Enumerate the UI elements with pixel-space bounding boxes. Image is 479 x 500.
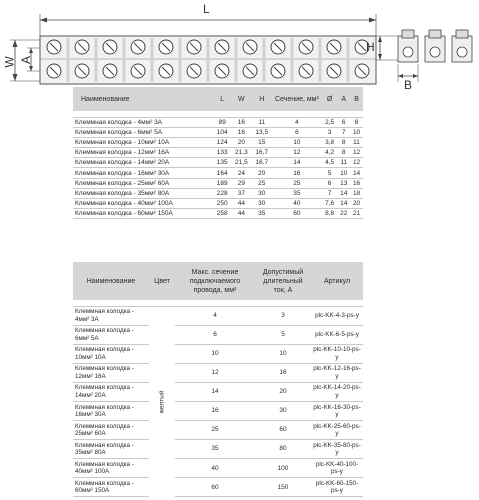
dimension-L-label: L [203,2,210,16]
table-row [73,178,363,188]
value-cell: 10 [350,127,363,137]
value-cell: 14 [337,188,350,198]
table-row [73,478,363,497]
value-cell: 15 [252,137,272,147]
module-separator [151,38,154,82]
value-cell: 104 [213,127,231,137]
product-name-cell: Клеммная колодка - 35мм² 80А [73,188,213,198]
article-cell: plc-KK-40-100-ps-y [311,459,363,478]
module-separator [179,38,182,82]
current-cell: 80 [255,440,311,459]
side-view-wire-hole [430,47,440,57]
value-cell: 8 [337,137,350,147]
value-cell: 3,8 [322,137,337,147]
value-cell: 8,8 [322,209,337,219]
product-name-cell: Клеммная колодка - 60мм² 150А [73,209,213,219]
value-cell: 20 [350,199,363,209]
max-section-cell: 6 [175,325,255,344]
value-cell: 3 [322,127,337,137]
value-cell: 6 [322,178,337,188]
value-cell: 44 [231,199,251,209]
header-name: Наименование [73,87,213,111]
value-cell: 60 [272,209,322,219]
module-separator [291,38,294,82]
header-B: B [350,87,363,111]
articles-table [73,262,363,497]
side-view-screw-head [456,30,468,38]
table-row [73,440,363,459]
value-cell: 16 [231,127,251,137]
header-diameter: Ø [322,87,337,111]
article-cell: plc-KK-12-16-ps-y [311,363,363,382]
table-row [73,137,363,147]
module-separator [235,38,238,82]
value-cell: 20 [231,137,251,147]
value-cell: 16 [272,168,322,178]
value-cell: 35 [272,188,322,198]
value-cell: 135 [213,158,231,168]
module-separator [95,38,98,82]
value-cell: 228 [213,188,231,198]
articles-table-header [73,262,363,300]
header-article: Артикул [311,262,363,300]
header-L: L [213,87,231,111]
article-cell: plc-KK-16-30-ps-y [311,401,363,420]
value-cell: 14 [350,168,363,178]
current-cell: 16 [255,363,311,382]
current-cell: 60 [255,421,311,440]
value-cell: 6 [272,127,322,137]
value-cell: 14 [272,158,322,168]
current-cell: 5 [255,325,311,344]
value-cell: 16,7 [252,148,272,158]
value-cell: 12 [272,148,322,158]
table-row [73,148,363,158]
current-cell: 10 [255,344,311,363]
value-cell: 25 [252,178,272,188]
value-cell: 11 [252,117,272,127]
value-cell: 30 [252,188,272,198]
value-cell: 35 [252,209,272,219]
header-name: Наименование [73,262,149,300]
value-cell: 4 [272,117,322,127]
product-name-cell: Клеммная колодка - 14мм² 20А [73,382,149,401]
value-cell: 40 [272,199,322,209]
max-section-cell: 40 [175,459,255,478]
max-section-cell: 14 [175,382,255,401]
article-cell: plc-KK-60-150-ps-y [311,478,363,497]
module-separator [347,38,350,82]
terminal-block-svg [0,0,479,90]
current-cell: 20 [255,382,311,401]
product-name-cell: Клеммная колодка - 16мм² 30А [73,401,149,420]
table-row [73,158,363,168]
table-row [73,117,363,127]
value-cell: 24 [231,168,251,178]
table-row [73,127,363,137]
article-cell: plc-KK-6-5-ps-y [311,325,363,344]
max-section-cell: 60 [175,478,255,497]
current-cell: 3 [255,306,311,325]
article-cell: plc-KK-10-10-ps-y [311,344,363,363]
value-cell: 7 [337,127,350,137]
max-section-cell: 16 [175,401,255,420]
article-cell: plc-KK-4-3-ps-y [311,306,363,325]
value-cell: 14 [337,199,350,209]
header-H: H [252,87,272,111]
module-separator [67,38,70,82]
value-cell: 13,5 [252,127,272,137]
value-cell: 10 [337,168,350,178]
value-cell: 4,5 [322,158,337,168]
value-cell: 89 [213,117,231,127]
value-cell: 16,7 [252,158,272,168]
table-row [73,306,363,325]
article-cell: plc-KK-35-80-ps-y [311,440,363,459]
header-W: W [231,87,251,111]
value-cell: 11 [350,137,363,147]
value-cell: 44 [231,209,251,219]
product-name-cell: Клеммная колодка - 6мм² 5А [73,127,213,137]
product-name-cell: Клеммная колодка - 10мм² 10А [73,344,149,363]
max-section-cell: 10 [175,344,255,363]
product-name-cell: Клеммная колодка - 35мм² 80А [73,440,149,459]
current-cell: 150 [255,478,311,497]
value-cell: 2,5 [322,117,337,127]
value-cell: 164 [213,168,231,178]
value-cell: 124 [213,137,231,147]
module-separator [123,38,126,82]
product-name-cell: Клеммная колодка - 16мм² 30А [73,168,213,178]
value-cell: 21,3 [231,148,251,158]
header-current: Допустимый длительный ток, А [255,262,311,300]
value-cell: 133 [213,148,231,158]
dimension-A-label: A [19,55,34,65]
value-cell: 6 [337,117,350,127]
module-separator [263,38,266,82]
value-cell: 8 [350,117,363,127]
value-cell: 10 [272,137,322,147]
module-separator [319,38,322,82]
article-cell: plc-KK-14-20-ps-y [311,382,363,401]
value-cell: 37 [231,188,251,198]
dimensions-table-header [73,87,363,111]
header-A: A [337,87,350,111]
value-cell: 25 [272,178,322,188]
value-cell: 12 [350,158,363,168]
value-cell: 5 [322,168,337,178]
value-cell: 7 [322,188,337,198]
value-cell: 258 [213,209,231,219]
product-name-cell: Клеммная колодка - 25мм² 60А [73,421,149,440]
value-cell: 12 [350,148,363,158]
table-row [73,363,363,382]
product-name-cell: Клеммная колодка - 60мм² 150А [73,478,149,497]
terminal-block-drawing [0,0,479,90]
table-row [73,344,363,363]
value-cell: 7,6 [322,199,337,209]
value-cell: 8 [337,148,350,158]
table-row [73,459,363,478]
product-name-cell: Клеммная колодка - 12мм² 16А [73,148,213,158]
value-cell: 22 [337,209,350,219]
product-name-cell: Клеммная колодка - 4мм² 3А [73,306,149,325]
value-cell: 4,2 [322,148,337,158]
color-label: желтый [158,390,166,414]
product-name-cell: Клеммная колодка - 6мм² 5А [73,325,149,344]
table-row [73,209,363,219]
value-cell: 20 [252,168,272,178]
value-cell: 29 [231,178,251,188]
header-section: Сечение, мм² [272,87,322,111]
product-name-cell: Клеммная колодка - 12мм² 16А [73,363,149,382]
module-separator [207,38,210,82]
table-row [73,382,363,401]
value-cell: 11 [337,158,350,168]
max-section-cell: 25 [175,421,255,440]
side-view-screw-head [402,30,414,38]
table-row [73,188,363,198]
max-section-cell: 12 [175,363,255,382]
dimension-H-label: H [366,40,375,54]
max-section-cell: 35 [175,440,255,459]
side-view-wire-hole [457,47,467,57]
table-row [73,401,363,420]
color-cell [149,306,175,497]
product-name-cell: Клеммная колодка - 10мм² 10А [73,137,213,147]
product-name-cell: Клеммная колодка - 14мм² 20А [73,158,213,168]
value-cell: 30 [252,199,272,209]
header-max-section: Макс. сечение подключаемого провода, мм² [175,262,255,300]
table-row [73,199,363,209]
dimension-W-label: W [2,56,17,68]
current-cell: 30 [255,401,311,420]
product-name-cell: Клеммная колодка - 25мм² 60А [73,178,213,188]
product-name-cell: Клеммная колодка - 4мм² 3А [73,117,213,127]
side-view-screw-head [429,30,441,38]
product-name-cell: Клеммная колодка - 40мм² 100А [73,199,213,209]
table-row [73,325,363,344]
value-cell: 13 [337,178,350,188]
dimension-B-label: B [404,78,413,92]
current-cell: 100 [255,459,311,478]
table-row [73,168,363,178]
header-color: Цвет [149,262,175,300]
value-cell: 21,5 [231,158,251,168]
table-row [73,421,363,440]
max-section-cell: 4 [175,306,255,325]
value-cell: 16 [231,117,251,127]
value-cell: 16 [350,178,363,188]
value-cell: 189 [213,178,231,188]
value-cell: 250 [213,199,231,209]
article-cell: plc-KK-25-60-ps-y [311,421,363,440]
dimensions-table [73,87,363,219]
value-cell: 21 [350,209,363,219]
value-cell: 18 [350,188,363,198]
side-view-wire-hole [403,47,413,57]
product-name-cell: Клеммная колодка - 40мм² 100А [73,459,149,478]
